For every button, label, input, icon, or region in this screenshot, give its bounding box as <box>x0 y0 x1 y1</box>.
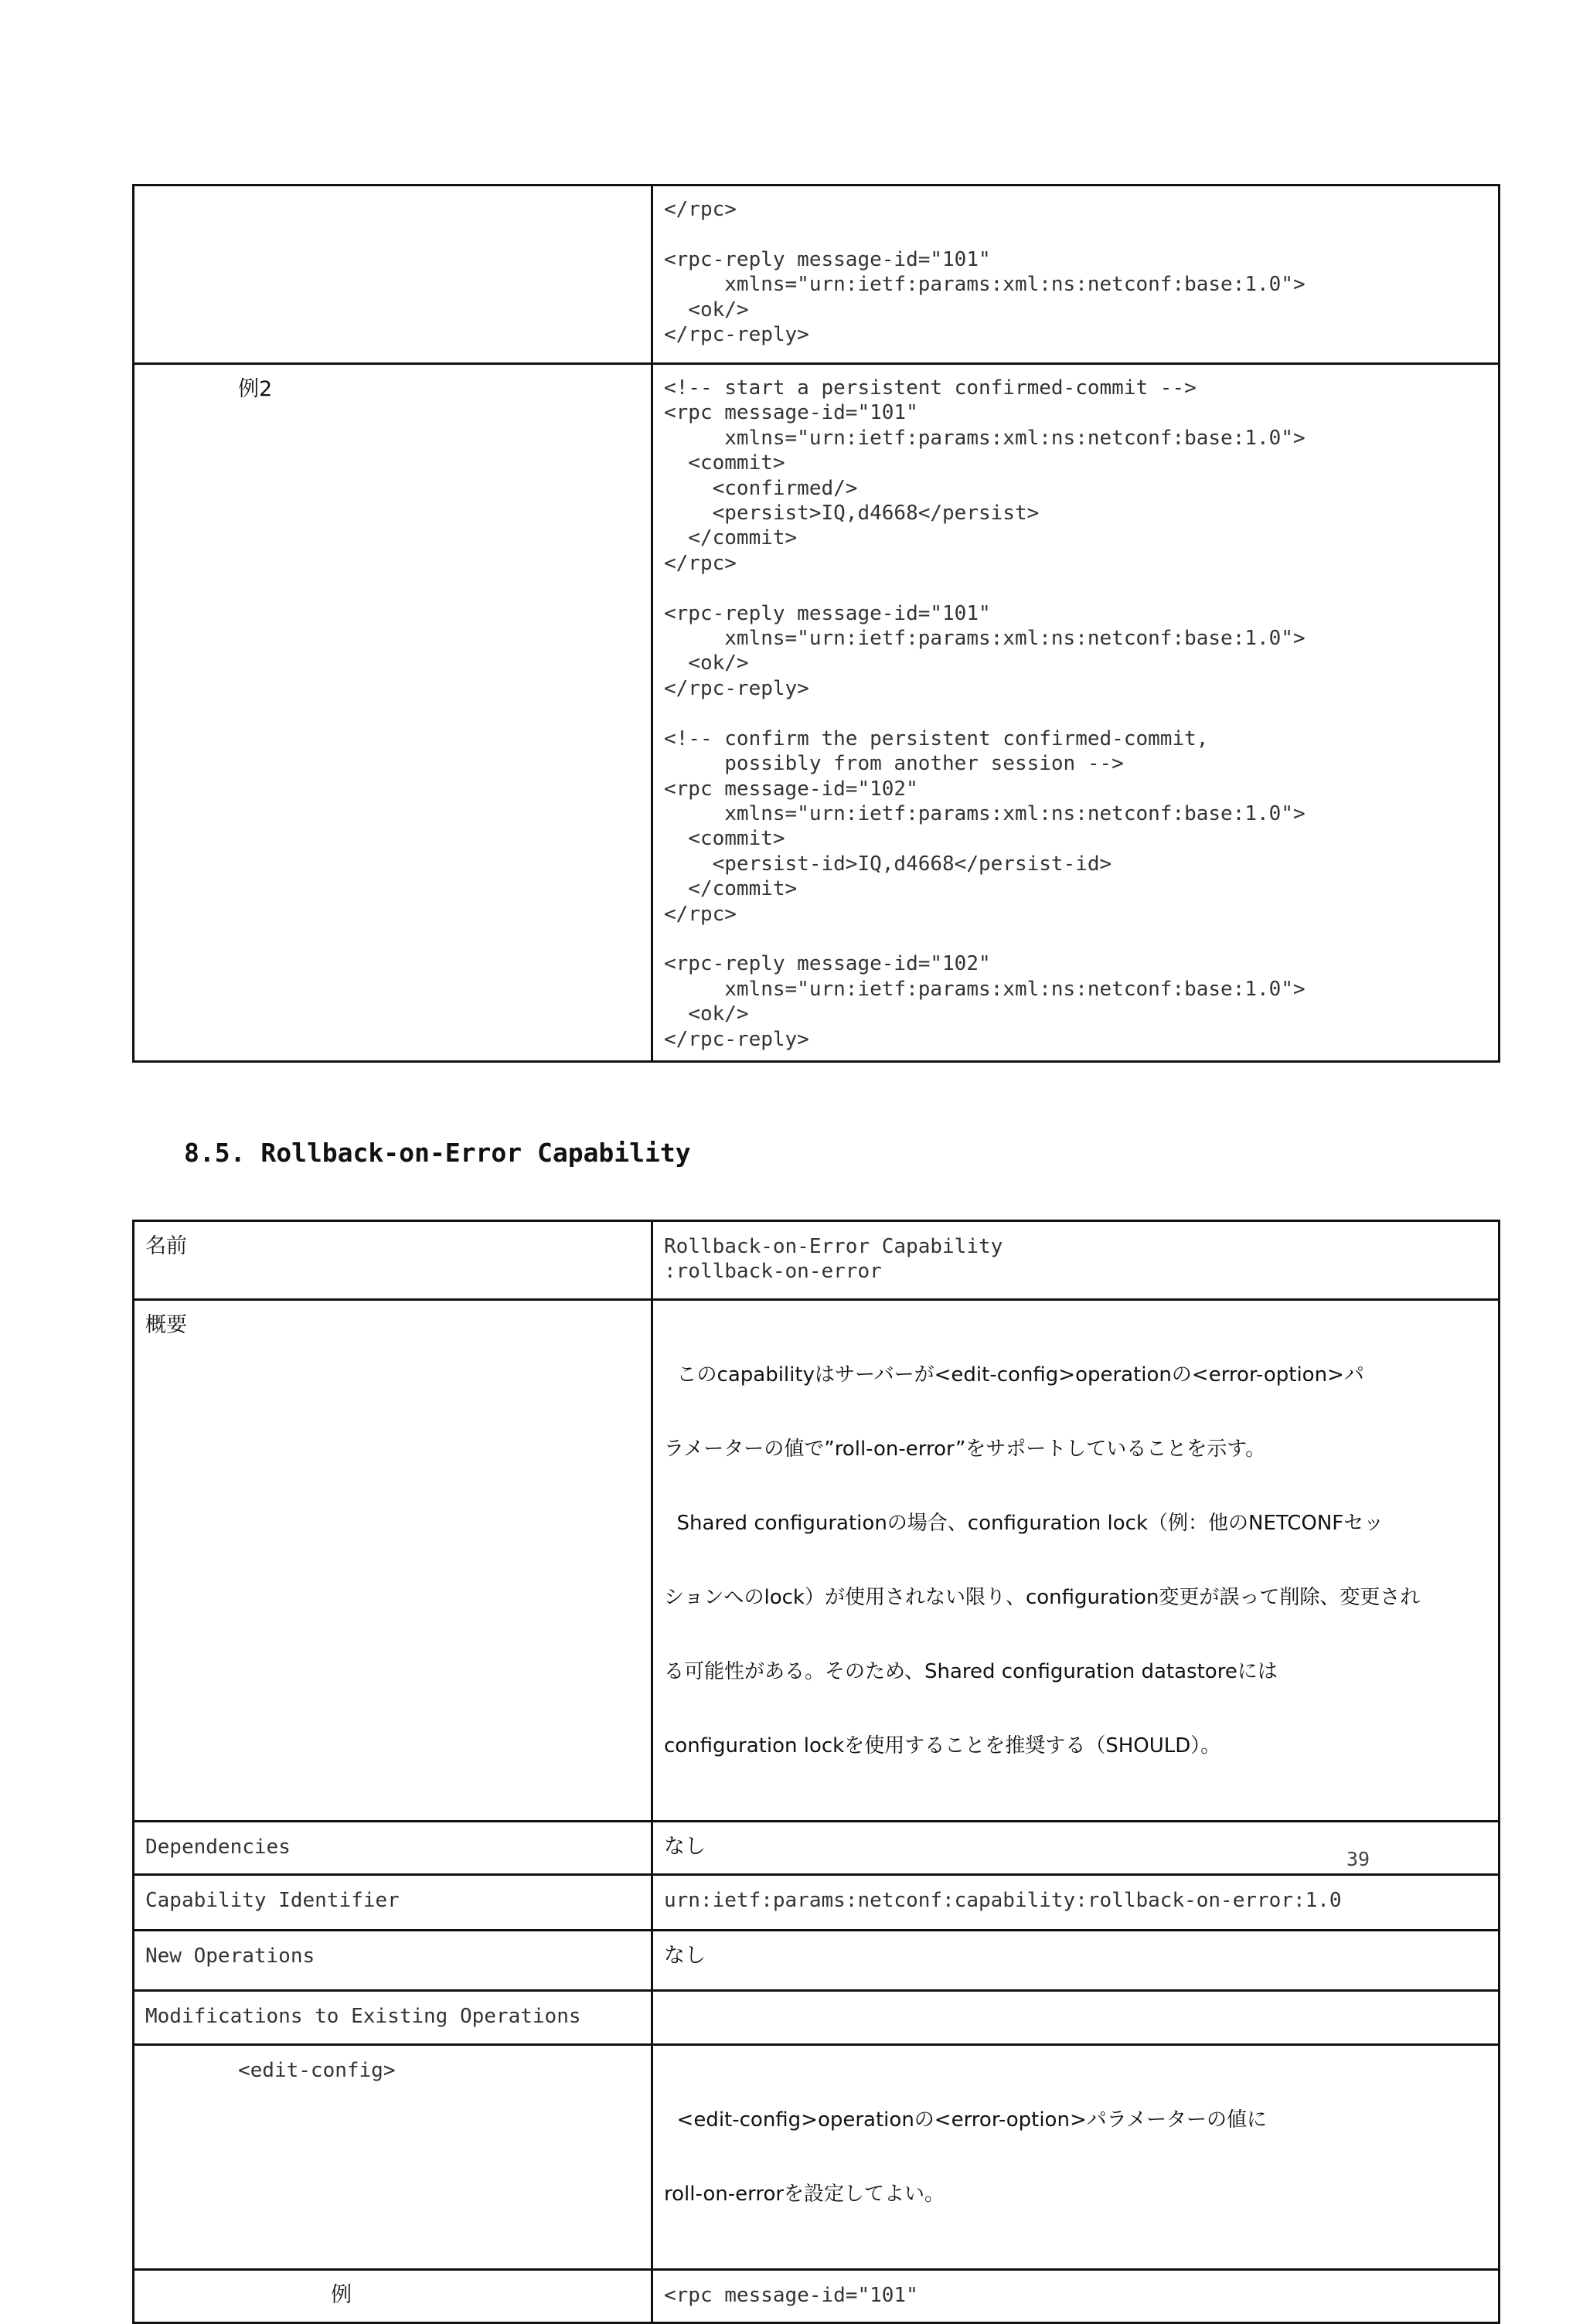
example-label-cell <box>134 2270 652 2323</box>
table-row <box>134 2270 1500 2323</box>
persistent-commit-example-table <box>132 184 1500 1063</box>
table-row <box>134 1931 1500 1991</box>
summary-value-cell <box>652 1300 1500 1822</box>
summary-line: このcapabilityはサーバーが<edit-config>operationの<error-option>パ <box>664 1363 1364 1387</box>
table-row <box>134 1875 1500 1931</box>
dependencies-value-cell <box>652 1822 1500 1875</box>
rpc-reply-code: </rpc> <rpc-reply message-id="101" xmlns="urn:ietf:params:xml:ns:netconf:base:1.0"> <ok/> </rpc-reply> <box>664 198 1306 347</box>
table-row <box>134 364 1500 1062</box>
capability-table <box>132 1220 1500 2324</box>
mods-label-cell <box>134 1991 652 2045</box>
page-number: 39 <box>1346 1848 1370 1870</box>
summary-line: ションへのlock）が使用されない限り、configuration変更が誤って削除、変更され <box>664 1586 1421 1609</box>
name-value-line2: :rollback-on-error <box>664 1260 882 1283</box>
name-label-cell <box>134 1221 652 1300</box>
summary-text <box>653 1301 1498 1820</box>
mods-label: Modifications to Existing Operations <box>145 2005 581 2028</box>
edit-config-line1: <edit-config>operationの<error-option>パラメーターの値に <box>664 2108 1267 2132</box>
edit-config-text <box>653 2046 1498 2268</box>
table-row <box>134 1991 1500 2045</box>
identifier-value-cell <box>652 1875 1500 1931</box>
new-ops-value-cell <box>652 1931 1500 1991</box>
name-value-cell <box>652 1221 1500 1300</box>
table-row <box>134 1822 1500 1875</box>
example-value: <rpc message-id="101" <box>664 2284 918 2307</box>
dependencies-label-cell <box>134 1822 652 1875</box>
example-value-cell <box>652 2270 1500 2323</box>
name-label: 名前 <box>145 1234 187 1258</box>
dependencies-value: なし <box>664 1835 706 1859</box>
table-row <box>134 1300 1500 1822</box>
table-row <box>134 1221 1500 1300</box>
example-2-label: 例2 <box>238 377 273 401</box>
edit-config-label-cell <box>134 2045 652 2270</box>
section-heading: 8.5. Rollback-on-Error Capability <box>184 1138 691 1168</box>
empty-label-cell <box>134 185 652 364</box>
dependencies-label: Dependencies <box>145 1836 291 1859</box>
table-row <box>134 2045 1500 2270</box>
example-label-cell <box>134 364 652 1062</box>
summary-line: configuration lockを使用することを推奨する（SHOULD）。 <box>664 1734 1221 1757</box>
code-cell <box>652 364 1500 1062</box>
name-value-line1: Rollback-on-Error Capability <box>664 1235 1003 1258</box>
edit-config-line2: roll-on-errorを設定してよい。 <box>664 2183 945 2206</box>
identifier-label-cell <box>134 1875 652 1931</box>
new-ops-value: なし <box>664 1944 706 1968</box>
summary-label: 概要 <box>145 1313 187 1337</box>
summary-label-cell <box>134 1300 652 1822</box>
summary-line: ラメーターの値で”roll-on-error”をサポートしていることを示す。 <box>664 1438 1266 1461</box>
new-ops-label: New Operations <box>145 1945 315 1968</box>
summary-line: る可能性がある。そのため、Shared configuration datastoreには <box>664 1660 1278 1683</box>
summary-line: Shared configurationの場合、configuration lock（例：他のNETCONFセッ <box>664 1512 1384 1535</box>
example-label: 例 <box>331 2283 352 2307</box>
new-ops-label-cell <box>134 1931 652 1991</box>
table-row <box>134 185 1500 364</box>
identifier-label: Capability Identifier <box>145 1889 400 1912</box>
edit-config-value-cell <box>652 2045 1500 2270</box>
code-cell <box>652 185 1500 364</box>
identifier-value: urn:ietf:params:netconf:capability:rollback-on-error:1.0 <box>664 1889 1342 1912</box>
edit-config-label: <edit-config> <box>238 2059 396 2082</box>
mods-value-cell <box>652 1991 1500 2045</box>
persistent-commit-code: <!-- start a persistent confirmed-commit --> <rpc message-id="101" xmlns="urn:ietf:params:xml:ns:netconf:base:1.0"> <commit> <confirmed/> <persist>IQ,d4668</persist> </commit> </rpc> <rpc-reply message-id="101" xmlns="urn:ietf:params:xml:ns:netconf:base:1.0"> <ok/> </rpc-reply> <!-- confirm the persistent confirmed-commit, possibly from another session --> <rpc message-id="102" xmlns="urn:ietf:params:xml:ns:netconf:base:1.0"> <commit> <persist-id>IQ,d4668</persist-id> </commit> </rpc> <rpc-reply message-id="102" xmlns="urn:ietf:params:xml:ns:netconf:base:1.0"> <ok/> </rpc-reply> <box>664 376 1306 1051</box>
